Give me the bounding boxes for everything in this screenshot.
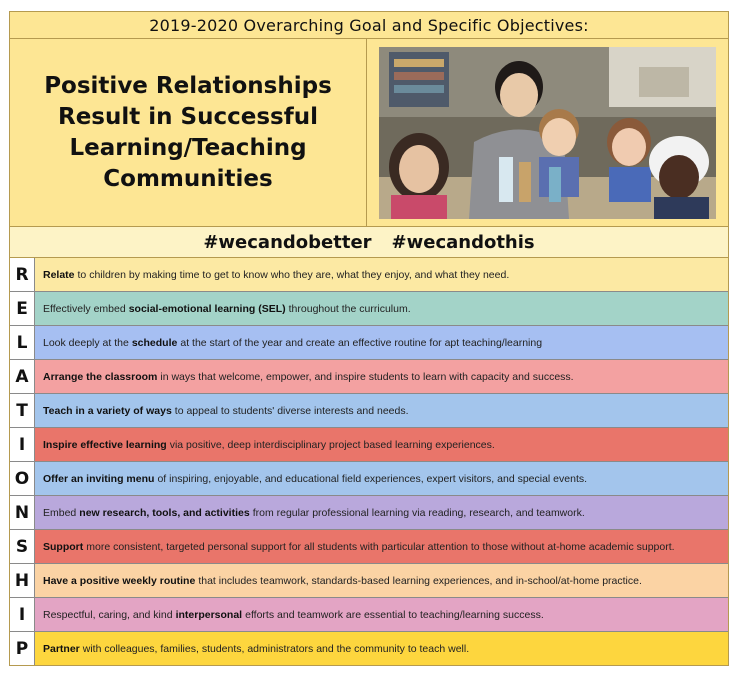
objective-row: [10, 598, 728, 632]
objective-keyword: Partner: [43, 642, 80, 655]
objective-row: [10, 564, 728, 598]
objective-row: [10, 530, 728, 564]
acrostic-letter: N: [10, 496, 35, 529]
objective-text: [35, 462, 728, 495]
acrostic-letter: P: [10, 632, 35, 665]
objective-detail: from regular professional learning via reading, research, and teamwork.: [252, 506, 585, 519]
page-title: 2019-2020 Overarching Goal and Specific Objectives:: [10, 12, 728, 39]
objective-detail: that includes teamwork, standards-based learning experiences, and in-school/at-home practice.: [198, 574, 642, 587]
objective-detail: at the start of the year and create an effective routine for apt teaching/learning: [180, 336, 543, 349]
acrostic-letter: R: [10, 258, 35, 291]
objective-detail: efforts and teamwork are essential to teaching/learning success.: [245, 608, 544, 621]
acrostic-letter: L: [10, 326, 35, 359]
objective-keyword: schedule: [131, 336, 178, 349]
objective-text: [35, 564, 728, 597]
objective-detail: of inspiring, enjoyable, and educational field experiences, expert visitors, and special events.: [157, 472, 588, 485]
objective-row: [10, 292, 728, 326]
students-photo: [379, 47, 716, 219]
objective-row: [10, 462, 728, 496]
objective-text: [35, 598, 728, 631]
goal-statement: Positive Relationships Result in Successful Learning/Teaching Communities: [44, 72, 332, 192]
objective-keyword: Offer an inviting menu: [43, 472, 155, 485]
hashtag-1: #wecandobetter: [203, 231, 372, 253]
objective-lead: Effectively embed: [43, 302, 126, 315]
objective-text: [35, 530, 728, 563]
objective-detail: in ways that welcome, empower, and inspire students to learn with capacity and success.: [160, 370, 574, 383]
objective-detail: with colleagues, families, students, administrators and the community to teach well.: [82, 642, 470, 655]
objective-text: [35, 394, 728, 427]
objective-row: [10, 632, 728, 665]
objective-row: [10, 428, 728, 462]
objective-keyword: Arrange the classroom: [43, 370, 158, 383]
objective-text: [35, 496, 728, 529]
objectives-list: [10, 258, 728, 665]
objective-keyword: new research, tools, and activities: [79, 506, 250, 519]
hashtags-bar: [10, 227, 728, 258]
objective-text: [35, 292, 728, 325]
objective-keyword: Teach in a variety of ways: [43, 404, 172, 417]
objective-keyword: Support: [43, 540, 84, 553]
objective-detail: via positive, deep interdisciplinary project based learning experiences.: [169, 438, 495, 451]
goal-box: [10, 39, 367, 226]
objective-row: [10, 326, 728, 360]
objective-lead: Embed: [43, 506, 77, 519]
acrostic-letter: I: [10, 598, 35, 631]
objective-row: [10, 394, 728, 428]
acrostic-letter: S: [10, 530, 35, 563]
objective-keyword: social-emotional learning (SEL): [128, 302, 286, 315]
objective-keyword: Inspire effective learning: [43, 438, 167, 451]
objective-text: [35, 326, 728, 359]
objective-lead: Respectful, caring, and kind: [43, 608, 173, 621]
objective-text: [35, 632, 728, 665]
objective-text: [35, 428, 728, 461]
objective-keyword: Relate: [43, 268, 75, 281]
objective-row: [10, 360, 728, 394]
objective-row: [10, 496, 728, 530]
objective-text: [35, 258, 728, 291]
objective-row: [10, 258, 728, 292]
objective-detail: to children by making time to get to know who they are, what they enjoy, and what they need.: [77, 268, 510, 281]
acrostic-letter: I: [10, 428, 35, 461]
photo-cell: [367, 39, 728, 226]
acrostic-letter: T: [10, 394, 35, 427]
acrostic-letter: E: [10, 292, 35, 325]
objective-detail: to appeal to students' diverse interests and needs.: [174, 404, 409, 417]
objective-lead: Look deeply at the: [43, 336, 129, 349]
goal-section: [10, 39, 728, 227]
objective-keyword: interpersonal: [175, 608, 243, 621]
objective-detail: throughout the curriculum.: [288, 302, 411, 315]
objective-detail: more consistent, targeted personal support for all students with particular attention to those without at-home academic support.: [86, 540, 675, 553]
acrostic-letter: O: [10, 462, 35, 495]
acrostic-letter: A: [10, 360, 35, 393]
acrostic-letter: H: [10, 564, 35, 597]
objectives-sheet: [9, 11, 729, 666]
objective-keyword: Have a positive weekly routine: [43, 574, 196, 587]
objective-text: [35, 360, 728, 393]
hashtag-2: #wecandothis: [391, 231, 535, 253]
